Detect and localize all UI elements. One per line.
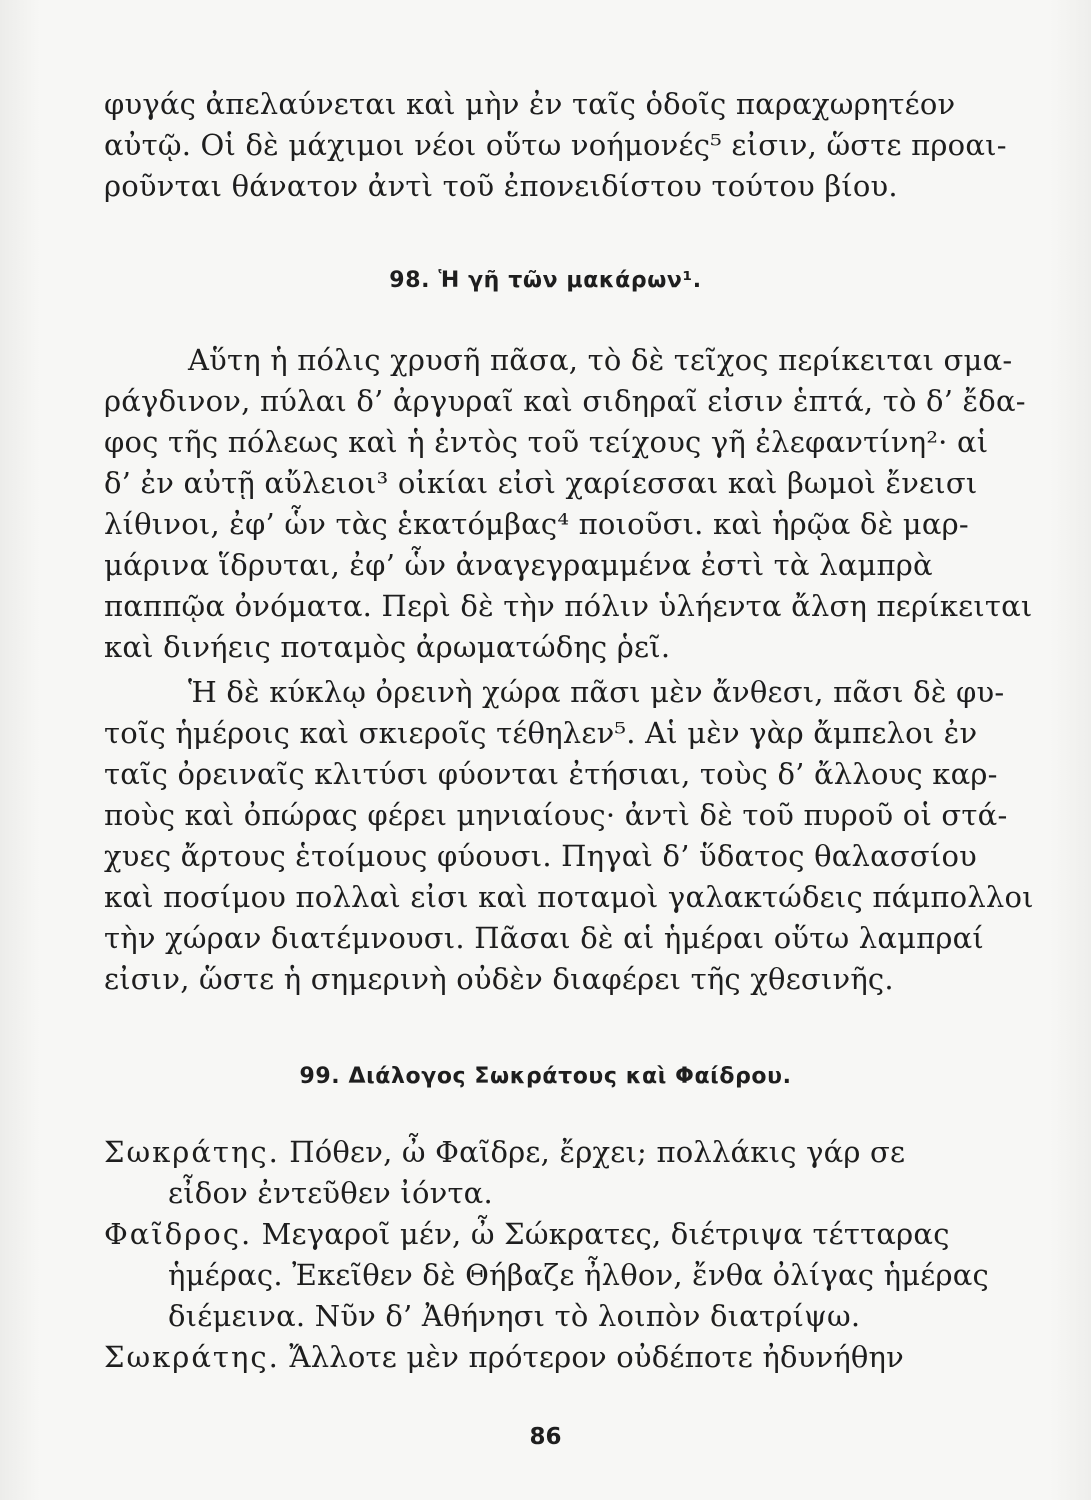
- dialogue-continuation: διέμεινα. Νῦν δ’ Ἀθήνησι τὸ λοιπὸν διατρίψω.: [168, 1299, 861, 1333]
- text-line: φυγάς ἀπελαύνεται καὶ μὴν ἐν ταῖς ὁδοῖς παραχωρητέον: [104, 87, 956, 121]
- text-line: τοῖς ἡμέροις καὶ σκιεροῖς τέθηλεν⁵. Αἱ μὲν γὰρ ἄμπελοι ἐν: [104, 716, 978, 750]
- dialogue-line: [104, 1132, 984, 1173]
- intro-paragraph: [104, 84, 1007, 207]
- text-line: καὶ ποσίμου πολλαὶ εἰσι καὶ ποταμοὶ γαλακτώδεις πάμπολλοι: [104, 880, 1034, 914]
- dialogue-turn: [104, 1337, 984, 1378]
- section-98-heading: 98. Ἡ γῆ τῶν μακάρων¹.: [389, 268, 702, 293]
- text-line: ράγδινον, πύλαι δ’ ἀργυραῖ καὶ σιδηραῖ εἰσιν ἑπτά, τὸ δ’ ἔδα-: [104, 384, 1026, 418]
- text-line: αὐτῷ. Οἱ δὲ μάχιμοι νέοι οὕτω νοήμονές⁵ εἰσιν, ὥστε προαι-: [104, 128, 1007, 162]
- dialogue-turn: [104, 1132, 984, 1214]
- text-line: ποὺς καὶ ὀπώρας φέρει μηνιαίους· ἀντὶ δὲ τοῦ πυροῦ οἱ στά-: [104, 798, 1008, 832]
- speaker-name: Σωκράτης.: [104, 1340, 280, 1374]
- text-line: παππῷα ὀνόματα. Περὶ δὲ τὴν πόλιν ὑλήεντα ἄλση περίκειται: [104, 589, 1033, 623]
- text-line: λίθινοι, ἐφ’ ὧν τὰς ἑκατόμβας⁴ ποιοῦσι. καὶ ἡρῷα δὲ μαρ-: [104, 507, 969, 541]
- text-line: φος τῆς πόλεως καὶ ἡ ἐντὸς τοῦ τείχους γῆ ἐλεφαντίνη²· αἱ: [104, 425, 989, 459]
- text-line: δ’ ἐν αὐτῇ αὔλειοι³ οἰκίαι εἰσὶ χαρίεσσαι καὶ βωμοὶ ἔνεισι: [104, 466, 978, 500]
- text-line: εἰσιν, ὥστε ἡ σημερινὴ οὐδὲν διαφέρει τῆς χθεσινῆς.: [104, 962, 894, 996]
- section-99-heading: 99. Διάλογος Σωκράτους καὶ Φαίδρου.: [299, 1064, 792, 1089]
- speaker-name: Φαῖδρος.: [104, 1217, 253, 1251]
- text-line: τὴν χώραν διατέμνουσι. Πᾶσαι δὲ αἱ ἡμέραι οὕτω λαμπραί: [104, 921, 985, 955]
- dialogue-line: [104, 1214, 984, 1255]
- text-line: Ἡ δὲ κύκλῳ ὀρεινὴ χώρα πᾶσι μὲν ἄνθεσι, πᾶσι δὲ φυ-: [188, 675, 1005, 709]
- section-98-paragraph-1: [104, 340, 1033, 668]
- dialogue-continuation: εἶδον ἐντεῦθεν ἰόντα.: [168, 1176, 493, 1210]
- dialogue-text: Πόθεν, ὦ Φαῖδρε, ἔρχει; πολλάκις γάρ σε: [289, 1135, 906, 1169]
- section-98-paragraph-2: [104, 672, 1034, 1000]
- text-line: ροῦνται θάνατον ἀντὶ τοῦ ἐπονειδίστου τούτου βίου.: [104, 169, 898, 203]
- dialogue-text: Ἄλλοτε μὲν πρότερον οὐδέποτε ἠδυνήθην: [289, 1340, 904, 1374]
- section-99-dialogue: [104, 1132, 989, 1378]
- text-line: ταῖς ὀρειναῖς κλιτύσι φύονται ἐτήσιαι, τοὺς δ’ ἄλλους καρ-: [104, 757, 998, 791]
- dialogue-turn: [104, 1214, 989, 1337]
- dialogue-text: Μεγαροῖ μέν, ὦ Σώκρατες, διέτριψα τέτταρας: [261, 1217, 950, 1251]
- dialogue-continuation: ἡμέρας. Ἐκεῖθεν δὲ Θήβαζε ἦλθον, ἔνθα ὀλίγας ἡμέρας: [168, 1258, 989, 1292]
- page-number: 86: [529, 1424, 562, 1450]
- text-line: καὶ δινήεις ποταμὸς ἀρωματώδης ῥεῖ.: [104, 630, 671, 664]
- text-line: χυες ἄρτους ἑτοίμους φύουσι. Πηγαὶ δ’ ὕδατος θαλασσίου: [104, 839, 977, 873]
- speaker-name: Σωκράτης.: [104, 1135, 280, 1169]
- text-line: μάρινα ἵδρυται, ἐφ’ ὧν ἀναγεγραμμένα ἐστὶ τὰ λαμπρὰ: [104, 548, 933, 582]
- text-line: Αὕτη ἡ πόλις χρυσῆ πᾶσα, τὸ δὲ τεῖχος περίκειται σμα-: [188, 343, 1013, 377]
- dialogue-line: [104, 1337, 984, 1378]
